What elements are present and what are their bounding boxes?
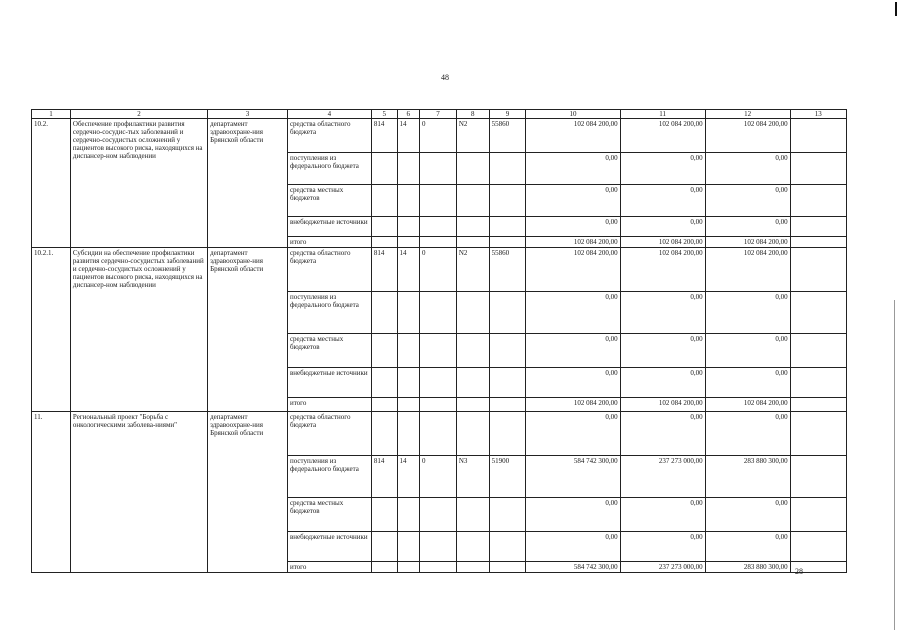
code-col7: 0 [420,456,457,498]
col13-cell [790,153,846,185]
funding-source: поступления из федерального бюджета [287,292,371,334]
code-col5 [371,368,397,398]
amount-col10: 102 084 200,00 [526,119,620,153]
column-header: 5 [371,110,397,119]
amount-col12: 0,00 [705,153,790,185]
item-name: Обеспечение профилактики развития сердечно-сосудис-тых заболеваний и сердечно-сосудистых осложнений у пациентов высокого риска, находящихся на диспансер-ном наблюдении [70,119,207,248]
code-col8 [456,412,489,456]
col13-cell [790,119,846,153]
column-header: 9 [489,110,526,119]
amount-col10: 0,00 [526,412,620,456]
funding-source: итого [287,398,371,412]
col13-cell [790,532,846,562]
code-col5 [371,292,397,334]
scan-edge-mark [895,2,897,16]
code-col5 [371,412,397,456]
col13-cell [790,185,846,217]
header-row [32,110,847,119]
code-col6 [397,185,420,217]
code-col7 [420,498,457,532]
code-col8: N3 [456,456,489,498]
col13-cell [790,412,846,456]
amount-col10: 584 742 300,00 [526,456,620,498]
column-header: 7 [420,110,457,119]
code-col7 [420,292,457,334]
amount-col12: 102 084 200,00 [705,248,790,292]
amount-col11: 0,00 [620,217,705,237]
amount-col11: 237 273 000,00 [620,456,705,498]
code-col6: 14 [397,456,420,498]
code-col9 [489,368,526,398]
item-number: 10.2. [32,119,71,248]
code-col6 [397,532,420,562]
code-col8: N2 [456,119,489,153]
item-executor: департамент здравоохране-ния Брянской области [208,248,288,412]
amount-col11: 237 273 000,00 [620,562,705,573]
code-col9: 51900 [489,456,526,498]
col13-cell [790,248,846,292]
amount-col10: 0,00 [526,292,620,334]
item-executor: департамент здравоохране-ния Брянской области [208,412,288,573]
funding-source: средства областного бюджета [287,119,371,153]
funding-source: внебюджетные источники [287,532,371,562]
code-col6: 14 [397,119,420,153]
amount-col12: 283 880 300,00 [705,562,790,573]
code-col7: 0 [420,248,457,292]
code-col5 [371,562,397,573]
code-col7 [420,334,457,368]
code-col6 [397,334,420,368]
amount-col11: 0,00 [620,532,705,562]
funding-source: средства местных бюджетов [287,334,371,368]
amount-col10: 0,00 [526,532,620,562]
code-col8 [456,292,489,334]
extra-note: 28 [795,567,803,576]
code-col7 [420,532,457,562]
column-header: 12 [705,110,790,119]
code-col6 [397,412,420,456]
amount-col10: 102 084 200,00 [526,248,620,292]
code-col5 [371,217,397,237]
code-col9: 55860 [489,248,526,292]
amount-col11: 102 084 200,00 [620,398,705,412]
code-col9 [489,398,526,412]
code-col5 [371,237,397,248]
amount-col12: 0,00 [705,412,790,456]
amount-col11: 102 084 200,00 [620,248,705,292]
scan-edge-line [894,300,895,630]
budget-table [31,109,847,573]
page-number: 48 [441,73,449,82]
amount-col11: 0,00 [620,153,705,185]
item-name: Региональный проект "Борьба с онкологическими заболева-ниями" [70,412,207,573]
code-col5 [371,398,397,412]
amount-col11: 102 084 200,00 [620,237,705,248]
amount-col12: 0,00 [705,185,790,217]
amount-col11: 0,00 [620,498,705,532]
code-col6 [397,498,420,532]
column-header: 2 [70,110,207,119]
code-col9 [489,562,526,573]
column-header: 3 [208,110,288,119]
code-col9 [489,237,526,248]
column-header: 4 [287,110,371,119]
table-row [32,119,847,153]
code-col5 [371,153,397,185]
code-col7 [420,368,457,398]
code-col8 [456,217,489,237]
code-col9 [489,532,526,562]
item-executor: департамент здравоохране-ния Брянской области [208,119,288,248]
funding-source: средства местных бюджетов [287,498,371,532]
amount-col11: 0,00 [620,292,705,334]
funding-source: итого [287,562,371,573]
amount-col12: 0,00 [705,368,790,398]
code-col7: 0 [420,119,457,153]
code-col9 [489,153,526,185]
code-col7 [420,562,457,573]
col13-cell [790,237,846,248]
col13-cell [790,292,846,334]
code-col8 [456,185,489,217]
funding-source: средства областного бюджета [287,248,371,292]
amount-col10: 0,00 [526,334,620,368]
code-col5: 814 [371,456,397,498]
col13-cell [790,334,846,368]
amount-col12: 0,00 [705,532,790,562]
amount-col11: 102 084 200,00 [620,119,705,153]
col13-cell [790,498,846,532]
column-header: 1 [32,110,71,119]
amount-col10: 0,00 [526,217,620,237]
column-header: 10 [526,110,620,119]
amount-col12: 283 880 300,00 [705,456,790,498]
code-col8 [456,153,489,185]
code-col7 [420,217,457,237]
column-header: 13 [790,110,846,119]
amount-col11: 0,00 [620,368,705,398]
code-col6 [397,153,420,185]
code-col9 [489,498,526,532]
amount-col12: 0,00 [705,334,790,368]
code-col7 [420,237,457,248]
amount-col10: 584 742 300,00 [526,562,620,573]
code-col5 [371,498,397,532]
amount-col10: 102 084 200,00 [526,398,620,412]
col13-cell [790,456,846,498]
code-col5 [371,532,397,562]
amount-col12: 102 084 200,00 [705,237,790,248]
col13-cell [790,217,846,237]
amount-col11: 0,00 [620,185,705,217]
code-col9 [489,185,526,217]
item-number: 11. [32,412,71,573]
code-col9: 55860 [489,119,526,153]
code-col5: 814 [371,248,397,292]
code-col8 [456,532,489,562]
code-col8 [456,562,489,573]
code-col7 [420,412,457,456]
amount-col12: 102 084 200,00 [705,398,790,412]
code-col6 [397,237,420,248]
amount-col12: 102 084 200,00 [705,119,790,153]
code-col8 [456,398,489,412]
column-header: 8 [456,110,489,119]
code-col7 [420,185,457,217]
code-col8 [456,334,489,368]
code-col8 [456,368,489,398]
amount-col10: 102 084 200,00 [526,237,620,248]
code-col6: 14 [397,248,420,292]
table-row [32,248,847,292]
funding-source: итого [287,237,371,248]
code-col8 [456,237,489,248]
amount-col11: 0,00 [620,334,705,368]
code-col6 [397,368,420,398]
code-col8 [456,498,489,532]
code-col6 [397,562,420,573]
amount-col12: 0,00 [705,498,790,532]
item-number: 10.2.1. [32,248,71,412]
code-col6 [397,217,420,237]
amount-col12: 0,00 [705,292,790,334]
code-col7 [420,398,457,412]
column-header: 11 [620,110,705,119]
code-col9 [489,334,526,368]
col13-cell [790,368,846,398]
amount-col10: 0,00 [526,498,620,532]
code-col9 [489,412,526,456]
code-col6 [397,398,420,412]
amount-col10: 0,00 [526,153,620,185]
amount-col11: 0,00 [620,412,705,456]
column-header: 6 [397,110,420,119]
code-col5: 814 [371,119,397,153]
table-row [32,412,847,456]
amount-col10: 0,00 [526,185,620,217]
code-col7 [420,153,457,185]
funding-source: внебюджетные источники [287,217,371,237]
code-col9 [489,217,526,237]
funding-source: поступления из федерального бюджета [287,153,371,185]
code-col6 [397,292,420,334]
code-col5 [371,334,397,368]
amount-col10: 0,00 [526,368,620,398]
funding-source: средства местных бюджетов [287,185,371,217]
item-name: Субсидии на обеспечение профилактики развития сердечно-сосудистых заболеваний и сердечно-сосудистых осложнений у пациентов высокого риска, находящихся на диспансер-ном наблюдении [70,248,207,412]
code-col5 [371,185,397,217]
col13-cell [790,398,846,412]
amount-col12: 0,00 [705,217,790,237]
funding-source: внебюджетные источники [287,368,371,398]
code-col8: N2 [456,248,489,292]
code-col9 [489,292,526,334]
funding-source: поступления из федерального бюджета [287,456,371,498]
funding-source: средства областного бюджета [287,412,371,456]
